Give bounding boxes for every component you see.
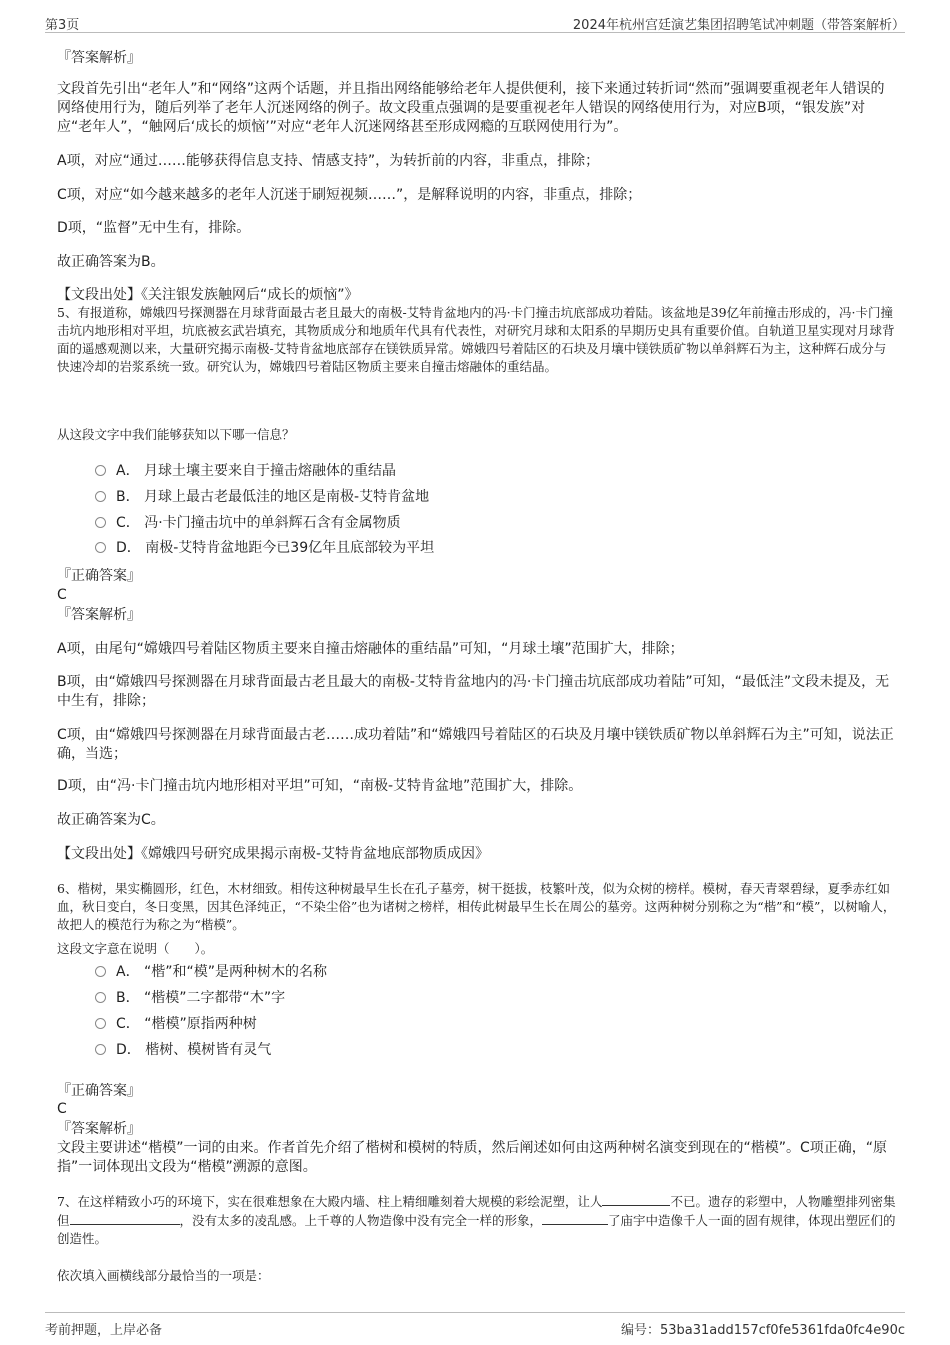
q6-question: 这段文字意在说明（ ）。 xyxy=(57,941,214,956)
q4-option-d-analysis: D项，“监督”无中生有，排除。 xyxy=(57,220,251,236)
q5-option-d-analysis: D项，由“冯·卡门撞击坑内地形相对平坦”可知，“南极-艾特肯盆地”范围扩大，排除。 xyxy=(57,778,583,794)
q5-option-d-label: D． 南极-艾特肯盆地距今已39亿年且底部较为平坦 xyxy=(116,540,435,556)
q4-conclusion: 故正确答案为B。 xyxy=(57,254,165,270)
q5-option-d[interactable] xyxy=(95,538,434,558)
document-id: 编号：53ba31add157cf0fe5361fda0fc4e90c xyxy=(621,1323,905,1338)
q5-answer-label: 『正确答案』 xyxy=(57,568,141,584)
q7-blank-2 xyxy=(70,1211,180,1225)
q5-option-b-label: B． 月球上最古老最低洼的地区是南极-艾特肯盆地 xyxy=(116,489,430,505)
q5-source: 【文段出处】《嫦娥四号研究成果揭示南极-艾特肯盆地底部物质成因》 xyxy=(57,846,490,862)
radio-icon[interactable] xyxy=(95,465,106,476)
q6-option-b-label: B． “楷模”二字都带“木”字 xyxy=(116,990,286,1006)
q5-option-b[interactable] xyxy=(95,487,429,507)
q7-blank-1 xyxy=(602,1192,670,1206)
q5-analysis-label: 『答案解析』 xyxy=(57,607,141,623)
q6-answer-label: 『正确答案』 xyxy=(57,1083,141,1099)
page-number: 第3页 xyxy=(45,18,80,33)
radio-icon[interactable] xyxy=(95,1044,106,1055)
q6-option-c-label: C． “楷模”原指两种树 xyxy=(116,1016,257,1032)
q5-stem: 5、有报道称，嫦娥四号探测器在月球背面最古老且最大的南极-艾特肯盆地内的冯·卡门撞击坑底部成功着陆。该盆地是39亿年前撞击形成的，冯·卡门撞击坑内地形相对平坦，坑底被玄武岩填充，其物质成分和地质年代具有代表性，对研究月球和太阳系的早期历史具有重要价值。自轨道卫星实现对月球背面的遥感观测以来，大量研究揭示南极-艾特肯盆地底部存在镁铁质异常。嫦娥四号着陆区的石块及月壤中镁铁质矿物以单斜辉石为主，这种辉石成分与快速冷却的岩浆系统一致。研究认为，嫦娥四号着陆区物质主要来自撞击熔融体的重结晶。 xyxy=(57,305,895,374)
radio-icon[interactable] xyxy=(95,1018,106,1029)
q6-option-d-label: D． 楷树、模树皆有灵气 xyxy=(116,1042,272,1058)
q4-option-a-analysis: A项，对应“通过……能够获得信息支持、情感支持”，为转折前的内容，非重点，排除； xyxy=(57,153,600,169)
q6-answer: C xyxy=(57,1101,67,1117)
q4-analysis-text: 文段首先引出“老年人”和“网络”这两个话题，并且指出网络能够给老年人提供便利，接下来通过转折词“然而”强调要重视老年人错误的网络使用行为，随后列举了老年人沉迷网络的例子。故文段重点强调的是要重视老年人错误的网络使用行为，对应B项，“银发族”对应“老年人”，“触网后‘成长的烦恼’”对应“老年人沉迷网络甚至形成网瘾的互联网使用行为”。 xyxy=(57,81,885,135)
q7-text-1: 7、在这样精致小巧的环境下，实在很难想象在大殿内墙、柱上精细雕刻着大规模的彩绘泥塑，让人 xyxy=(57,1194,603,1209)
q7-stem xyxy=(57,1192,897,1248)
q7-text-4: 了庙宇中造像千人一面的固有规律，体现出塑匠们的创造性。 xyxy=(57,1213,896,1246)
q5-conclusion: 故正确答案为C。 xyxy=(57,812,165,828)
page-header xyxy=(45,12,905,33)
q5-option-c-analysis: C项，由“嫦娥四号探测器在月球背面最古老……成功着陆”和“嫦娥四号着陆区的石块及月壤中镁铁质矿物以单斜辉石为主”可知，说法正确，当选； xyxy=(57,727,894,762)
radio-icon[interactable] xyxy=(95,966,106,977)
q6-analysis-text: 文段主要讲述“楷模”一词的由来。作者首先介绍了楷树和模树的特质，然后阐述如何由这两种树名演变到现在的“楷模”。C项正确，“原指”一词体现出文段为“楷模”溯源的意图。 xyxy=(57,1140,888,1175)
footer-slogan: 考前押题，上岸必备 xyxy=(45,1323,163,1338)
radio-icon[interactable] xyxy=(95,542,106,553)
q5-option-c[interactable] xyxy=(95,513,401,533)
q5-option-a-label: A． 月球土壤主要来自于撞击熔融体的重结晶 xyxy=(116,463,397,479)
document-title: 2024年杭州宫廷演艺集团招聘笔试冲刺题（带答案解析） xyxy=(572,18,905,33)
radio-icon[interactable] xyxy=(95,517,106,528)
q4-source: 【文段出处】《关注银发族触网后“成长的烦恼”》 xyxy=(57,287,359,303)
q6-option-a[interactable] xyxy=(95,962,327,982)
radio-icon[interactable] xyxy=(95,491,106,502)
q5-answer: C xyxy=(57,587,67,603)
q7-blank-3 xyxy=(542,1211,608,1225)
page-footer xyxy=(45,1312,905,1337)
q7-text-2: 不已。遗存的彩塑中，人物雕塑排列密集但 xyxy=(57,1194,896,1228)
q5-option-b-analysis: B项，由“嫦娥四号探测器在月球背面最古老且最大的南极-艾特肯盆地内的冯·卡门撞击坑底部成功着陆”可知，“最低洼”文段未提及，无中生有，排除； xyxy=(57,674,890,709)
q6-option-b[interactable] xyxy=(95,988,285,1008)
q4-option-c-analysis: C项，对应“如今越来越多的老年人沉迷于刷短视频……”，是解释说明的内容，非重点，排除； xyxy=(57,187,642,203)
q6-stem: 6、楷树，果实椭圆形，红色，木材细致。相传这种树最早生长在孔子墓旁，树干挺拔，枝繁叶茂，似为众树的榜样。模树，春天青翠碧绿，夏季赤红如血，秋日变白，冬日变黑，因其色泽纯正，“不染尘俗”也为诸树之榜样，相传此树最早生长在周公的墓旁。这两种树分别称之为“楷”和“模”，以树喻人，故把人的模范行为称之为“楷模”。 xyxy=(57,881,896,932)
q4-analysis-label: 『答案解析』 xyxy=(57,50,141,66)
q7-question: 依次填入画横线部分最恰当的一项是： xyxy=(57,1268,270,1283)
q5-option-a-analysis: A项，由尾句“嫦娥四号着陆区物质主要来自撞击熔融体的重结晶”可知，“月球土壤”范围扩大，排除； xyxy=(57,641,684,657)
q6-option-d[interactable] xyxy=(95,1040,271,1060)
radio-icon[interactable] xyxy=(95,992,106,1003)
q7-text-3: ，没有太多的凌乱感。上千尊的人物造像中没有完全一样的形象， xyxy=(179,1213,543,1228)
q5-option-c-label: C． 冯·卡门撞击坑中的单斜辉石含有金属物质 xyxy=(116,515,401,531)
q6-analysis-label: 『答案解析』 xyxy=(57,1121,141,1137)
q5-option-a[interactable] xyxy=(95,461,396,481)
q5-question: 从这段文字中我们能够获知以下哪一信息？ xyxy=(57,427,295,442)
q6-option-c[interactable] xyxy=(95,1014,257,1034)
q6-option-a-label: A． “楷”和“模”是两种树木的名称 xyxy=(116,964,328,980)
